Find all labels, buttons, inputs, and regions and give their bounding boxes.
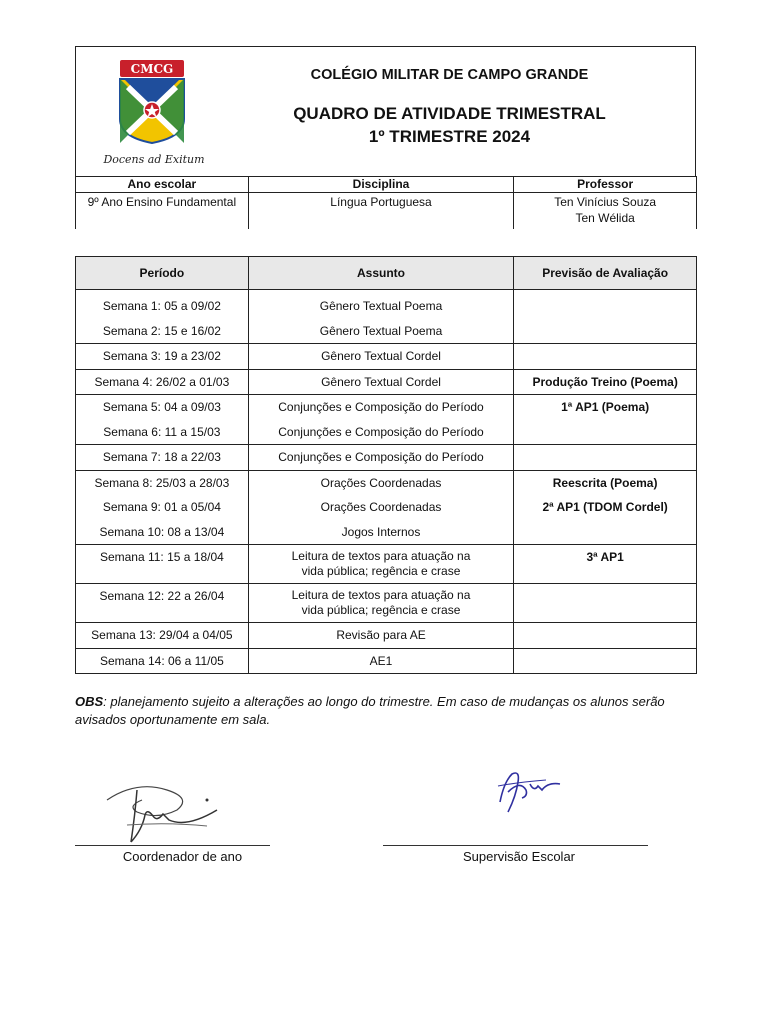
period-cell: Semana 3: 19 a 23/02 [102,349,221,363]
signature-line-right [383,845,648,846]
logo-text: CMCG [130,62,174,76]
school-name: COLÉGIO MILITAR DE CAMPO GRANDE [310,67,589,83]
table-row [76,584,697,623]
period-cell: Semana 5: 04 a 09/03 [102,400,221,414]
signature-line-left [75,845,270,846]
document-subtitle: 1º TRIMESTRE 2024 [368,127,531,146]
evaluation-cell: 1ª AP1 (Poema) [561,400,650,414]
observation-note [75,693,705,729]
subject-line: Leitura de textos para atuação na [291,549,471,563]
table-row [76,648,697,674]
subject-cell: Gênero Textual Cordel [321,349,441,363]
period-cell: Semana 7: 18 a 22/03 [102,450,221,464]
evaluation-cell: Produção Treino (Poema) [532,374,678,389]
obs-label: OBS [75,694,104,709]
table-row [76,395,697,445]
schedule-header-periodo: Período [76,257,249,290]
subject-cell: Gênero Textual Poema [319,299,443,313]
subject-cell: Jogos Internos [341,524,421,539]
period-cell: Semana 11: 15 a 18/04 [99,550,224,564]
info-ano: 9º Ano Ensino Fundamental [76,193,249,229]
schedule-header-avaliacao: Previsão de Avaliação [514,257,697,290]
professor-name: Ten Vinícius Souza [554,195,657,209]
period-cell: Semana 1: 05 a 09/02 [102,299,221,313]
obs-text: : planejamento sujeito a alterações ao longo do trimestre. Em caso de mudanças os alunos serão avisados oportunamente em sala. [75,694,665,727]
period-cell: Semana 12: 22 a 26/04 [99,589,225,603]
period-cell: Semana 9: 01 a 05/04 [102,500,221,514]
subject-cell [249,584,514,622]
professor-name: Ten Wélida [575,211,635,225]
subject-cell: Orações Coordenadas [320,500,442,514]
header-box [75,46,696,176]
supervisor-signature [490,762,570,822]
subject-cell: Gênero Textual Poema [319,323,443,338]
period-cell: Semana 14: 06 a 11/05 [99,653,224,668]
subject-cell: Orações Coordenadas [320,475,442,490]
subject-cell: Conjunções e Composição do Período [278,424,484,439]
signature-label-right: Supervisão Escolar [463,849,575,864]
period-cell: Semana 8: 25/03 a 28/03 [94,475,230,490]
period-cell: Semana 10: 08 a 13/04 [99,524,225,539]
schedule-table [75,256,697,674]
subject-cell: Gênero Textual Cordel [321,374,441,389]
evaluation-cell: Reescrita (Poema) [552,475,658,490]
subject-line: vida pública; regência e crase [301,564,461,578]
document-title: QUADRO DE ATIVIDADE TRIMESTRAL [293,104,606,123]
info-header-disciplina: Disciplina [248,177,514,193]
table-row [76,290,697,344]
cmcg-crest-logo [94,57,214,172]
subject-line: Leitura de textos para atuação na [291,588,471,602]
subject-cell: AE1 [369,653,393,668]
signature-label-left: Coordenador de ano [122,849,243,864]
info-header-professor: Professor [514,177,697,193]
table-row [76,369,697,395]
table-row [76,344,697,370]
schedule-header-assunto: Assunto [248,257,514,290]
logo-motto: Docens ad Exitum [103,153,205,166]
table-row [76,445,697,471]
info-disciplina: Língua Portuguesa [248,193,514,229]
evaluation-cell: 3ª AP1 [586,550,624,564]
table-row [76,623,697,649]
table-row [76,470,697,545]
period-cell: Semana 2: 15 e 16/02 [102,323,221,338]
subject-cell: Revisão para AE [336,628,426,642]
evaluation-cell: 2ª AP1 (TDOM Cordel) [542,500,668,514]
info-table [75,176,697,229]
table-row [76,545,697,584]
info-professor [514,193,697,229]
subject-cell: Conjunções e Composição do Período [278,400,484,414]
info-header-ano: Ano escolar [76,177,249,193]
period-cell: Semana 13: 29/04 a 04/05 [91,628,233,642]
period-cell: Semana 6: 11 a 15/03 [103,424,221,439]
period-cell: Semana 4: 26/02 a 01/03 [94,374,230,389]
subject-line: vida pública; regência e crase [301,603,461,617]
subject-cell [249,545,514,583]
subject-cell: Conjunções e Composição do Período [278,450,484,464]
coordinator-signature [97,770,242,850]
